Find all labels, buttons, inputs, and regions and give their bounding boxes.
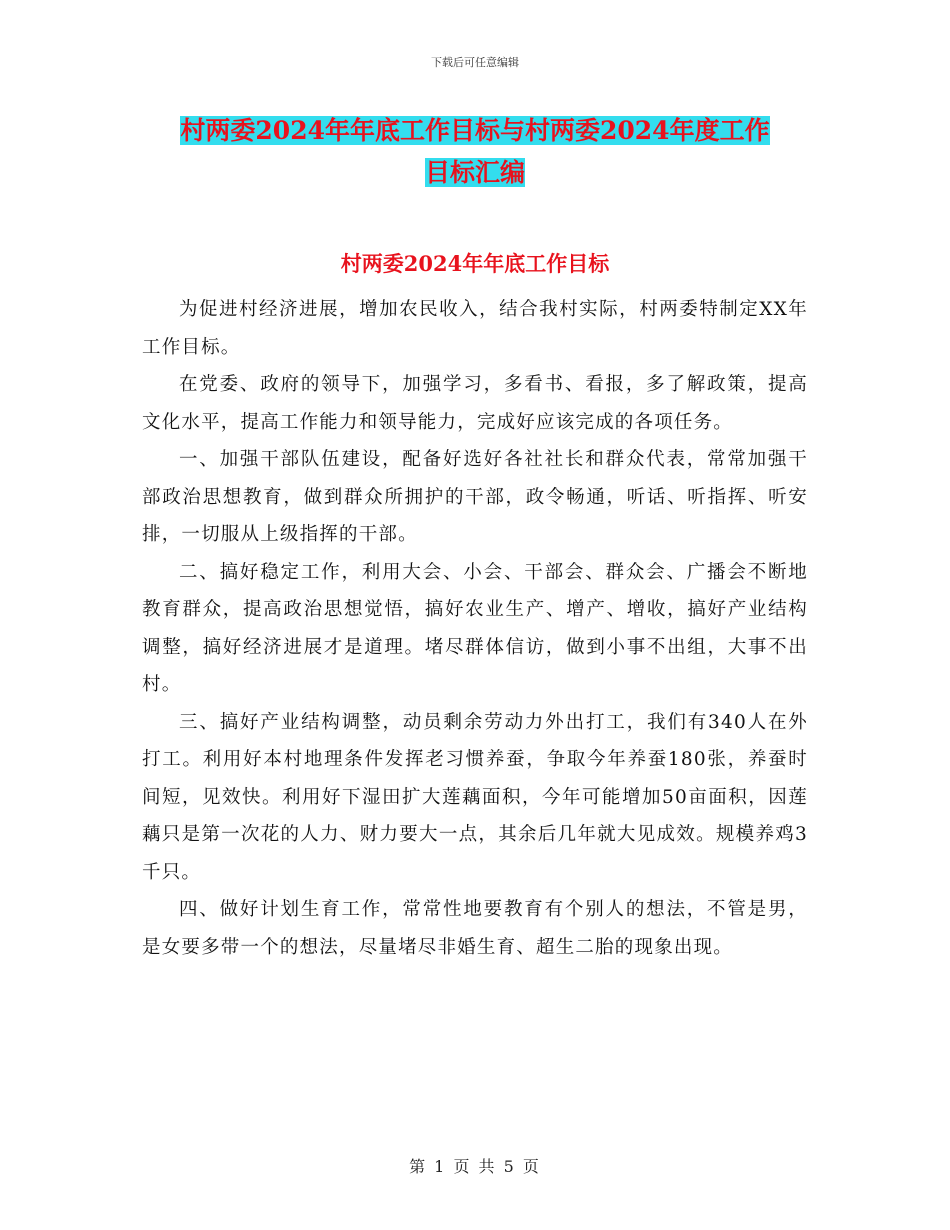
paragraph-item-3: 三、搞好产业结构调整，动员剩余劳动力外出打工，我们有340人在外打工。利用好本村地理条件发挥老习惯养蚕，争取今年养蚕180张，养蚕时间短，见效快。利用好下湿田扩大莲藕面积，今年可能增加50亩面积，因莲藕只是第一次花的人力、财力要大一点，其余后几年就大见成效。规模养鸡3千只。 xyxy=(142,711,808,883)
document-body xyxy=(142,291,808,966)
paragraph-item-1: 一、加强干部队伍建设，配备好选好各社社长和群众代表，常常加强干部政治思想教育，做到群众所拥护的干部，政令畅通，听话、听指挥、听安排，一切服从上级指挥的干部。 xyxy=(142,449,808,545)
document-title xyxy=(140,110,810,194)
paragraph-leadership: 在党委、政府的领导下，加强学习，多看书、看报，多了解政策，提高文化水平，提高工作能力和领导能力，完成好应该完成的各项任务。 xyxy=(142,374,808,433)
section-title: 村两委2024年年底工作目标 xyxy=(340,251,610,276)
document-title-line2: 目标汇编 xyxy=(424,158,525,187)
paragraph-item-2: 二、搞好稳定工作，利用大会、小会、干部会、群众会、广播会不断地教育群众，提高政治思想觉悟，搞好农业生产、增产、增收，搞好产业结构调整，搞好经济进展才是道理。堵尽群体信访，做到小事不出组，大事不出村。 xyxy=(142,561,808,695)
paragraph-item-4: 四、做好计划生育工作，常常性地要教育有个别人的想法，不管是男，是女要多带一个的想法，尽量堵尽非婚生育、超生二胎的现象出现。 xyxy=(142,899,808,958)
page-number: 第 1 页 共 5 页 xyxy=(409,1157,541,1176)
paragraph-intro: 为促进村经济进展，增加农民收入，结合我村实际，村两委特制定XX年工作目标。 xyxy=(142,299,808,358)
document-title-line1: 村两委2024年年底工作目标与村两委2024年度工作 xyxy=(180,116,770,145)
header-note: 下载后可任意编辑 xyxy=(431,56,519,69)
